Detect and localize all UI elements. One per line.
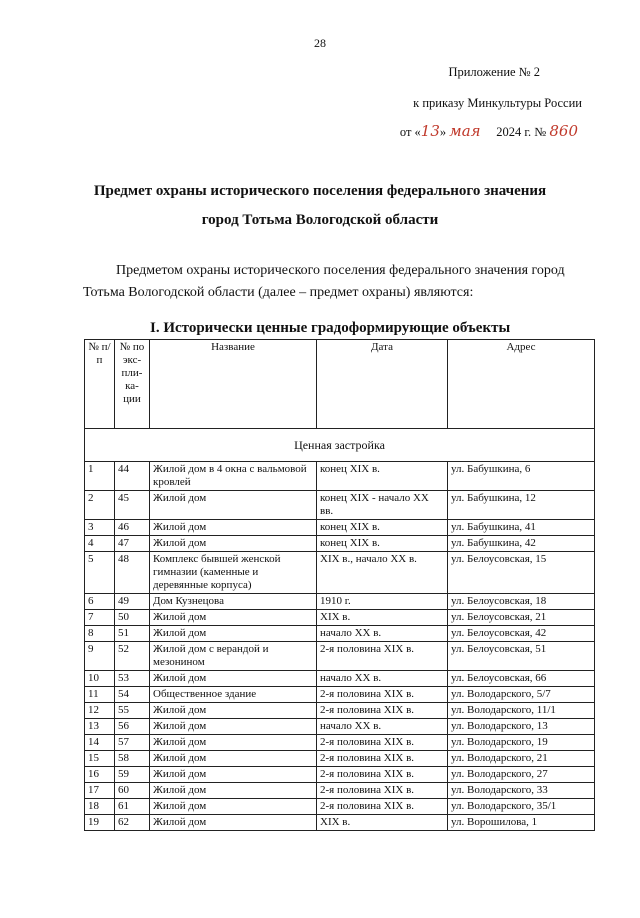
object-address: ул. Бабушкина, 12 [448,491,595,520]
object-date: начало XX в. [317,719,448,735]
header-cell: Адрес [448,340,595,429]
expl-number: 61 [115,799,150,815]
order-number-handwritten: 860 [549,122,578,140]
table-row [85,642,595,671]
object-date: 2-я половина XIX в. [317,767,448,783]
table-row [85,610,595,626]
row-number: 8 [85,626,115,642]
object-address: ул. Бабушкина, 6 [448,462,595,491]
expl-number: 44 [115,462,150,491]
object-name: Жилой дом [150,767,317,783]
expl-number: 62 [115,815,150,831]
expl-number: 55 [115,703,150,719]
object-date: XIX в. [317,610,448,626]
object-date: 1910 г. [317,594,448,610]
table-row [85,671,595,687]
row-number: 14 [85,735,115,751]
table-row [85,767,595,783]
row-number: 15 [85,751,115,767]
object-name: Жилой дом с верандой и мезонином [150,642,317,671]
object-name: Общественное здание [150,687,317,703]
page-number: 28 [314,36,326,50]
date-day-handwritten: 13 [420,122,440,140]
group-label: Ценная застройка [85,429,595,462]
expl-number: 58 [115,751,150,767]
date-prefix: от « [399,125,421,139]
object-name: Жилой дом в 4 окна с вальмовой кровлей [150,462,317,491]
object-date: XIX в., начало XX в. [317,552,448,594]
header-cell: № п/п [85,340,115,429]
row-number: 7 [85,610,115,626]
object-name: Жилой дом [150,703,317,719]
object-address: ул. Ворошилова, 1 [448,815,595,831]
expl-number: 48 [115,552,150,594]
object-address: ул. Белоусовская, 15 [448,552,595,594]
expl-number: 50 [115,610,150,626]
row-number: 1 [85,462,115,491]
table-row [85,703,595,719]
object-address: ул. Володарского, 27 [448,767,595,783]
object-name: Жилой дом [150,520,317,536]
row-number: 13 [85,719,115,735]
row-number: 2 [85,491,115,520]
object-address: ул. Бабушкина, 41 [448,520,595,536]
expl-number: 53 [115,671,150,687]
object-name: Жилой дом [150,626,317,642]
table-row [85,783,595,799]
object-name: Комплекс бывшей женской гимназии (каменные и деревянные корпуса) [150,552,317,594]
appendix-date-line [400,124,578,139]
table-row [85,594,595,610]
table-row [85,536,595,552]
header-cell: № по экс-пли-ка-ции [115,340,150,429]
object-address: ул. Белоусовская, 21 [448,610,595,626]
object-address: ул. Володарского, 5/7 [448,687,595,703]
appendix-block [382,66,582,146]
group-row [85,429,595,462]
row-number: 3 [85,520,115,536]
object-date: 2-я половина XIX в. [317,751,448,767]
object-address: ул. Бабушкина, 42 [448,536,595,552]
object-date: 2-я половина XIX в. [317,783,448,799]
table-row [85,626,595,642]
row-number: 12 [85,703,115,719]
document-title-line2: город Тотьма Вологодской области [201,212,439,228]
header-cell: Название [150,340,317,429]
object-date: начало XX в. [317,626,448,642]
row-number: 5 [85,552,115,594]
table-row [85,491,595,520]
object-date: 2-я половина XIX в. [317,735,448,751]
object-name: Жилой дом [150,783,317,799]
row-number: 10 [85,671,115,687]
object-name: Жилой дом [150,719,317,735]
object-date: конец XIX - начало XX вв. [317,491,448,520]
expl-number: 51 [115,626,150,642]
document-title-line1: Предмет охраны исторического поселения федерального значения [93,183,547,199]
table-header-row [85,340,595,429]
object-date: 2-я половина XIX в. [317,799,448,815]
row-number: 19 [85,815,115,831]
row-number: 4 [85,536,115,552]
appendix-line1: Приложение № 2 [448,65,540,79]
object-address: ул. Володарского, 19 [448,735,595,751]
header-cell: Дата [317,340,448,429]
table-row [85,751,595,767]
row-number: 18 [85,799,115,815]
expl-number: 52 [115,642,150,671]
object-name: Жилой дом [150,799,317,815]
object-address: ул. Володарского, 21 [448,751,595,767]
object-address: ул. Володарского, 35/1 [448,799,595,815]
table-row [85,520,595,536]
expl-number: 57 [115,735,150,751]
expl-number: 60 [115,783,150,799]
row-number: 17 [85,783,115,799]
expl-number: 45 [115,491,150,520]
object-name: Жилой дом [150,815,317,831]
date-year: 2024 г. № [496,125,547,139]
table-row [85,687,595,703]
object-date: XIX в. [317,815,448,831]
object-name: Жилой дом [150,735,317,751]
row-number: 11 [85,687,115,703]
expl-number: 56 [115,719,150,735]
object-date: конец XIX в. [317,462,448,491]
object-address: ул. Белоусовская, 66 [448,671,595,687]
object-name: Жилой дом [150,536,317,552]
object-date: конец XIX в. [317,520,448,536]
object-address: ул. Володарского, 13 [448,719,595,735]
table-row [85,815,595,831]
table-row [85,719,595,735]
object-date: конец XIX в. [317,536,448,552]
object-date: начало XX в. [317,671,448,687]
table-row [85,552,595,594]
expl-number: 49 [115,594,150,610]
object-name: Жилой дом [150,610,317,626]
object-address: ул. Белоусовская, 18 [448,594,595,610]
table-row [85,735,595,751]
objects-table [84,339,595,831]
row-number: 16 [85,767,115,783]
object-address: ул. Белоусовская, 51 [448,642,595,671]
row-number: 6 [85,594,115,610]
table-row [85,799,595,815]
object-name: Жилой дом [150,671,317,687]
object-address: ул. Белоусовская, 42 [448,626,595,642]
expl-number: 59 [115,767,150,783]
object-name: Жилой дом [150,491,317,520]
expl-number: 54 [115,687,150,703]
appendix-line2: к приказу Минкультуры России [413,96,582,110]
object-date: 2-я половина XIX в. [317,642,448,671]
date-mid: » [439,125,447,139]
row-number: 9 [85,642,115,671]
object-address: ул. Володарского, 33 [448,783,595,799]
date-month-handwritten: мая [449,122,481,140]
section-title: I. Исторически ценные градоформирующие объекты [150,320,511,336]
expl-number: 46 [115,520,150,536]
expl-number: 47 [115,536,150,552]
object-date: 2-я половина XIX в. [317,703,448,719]
object-address: ул. Володарского, 11/1 [448,703,595,719]
intro-paragraph: Предметом охраны исторического поселения федерального значения город Тотьма Вологодской области (далее – предмет охраны) являются: [83,263,565,300]
object-name: Жилой дом [150,751,317,767]
table-row [85,462,595,491]
object-name: Дом Кузнецова [150,594,317,610]
object-date: 2-я половина XIX в. [317,687,448,703]
